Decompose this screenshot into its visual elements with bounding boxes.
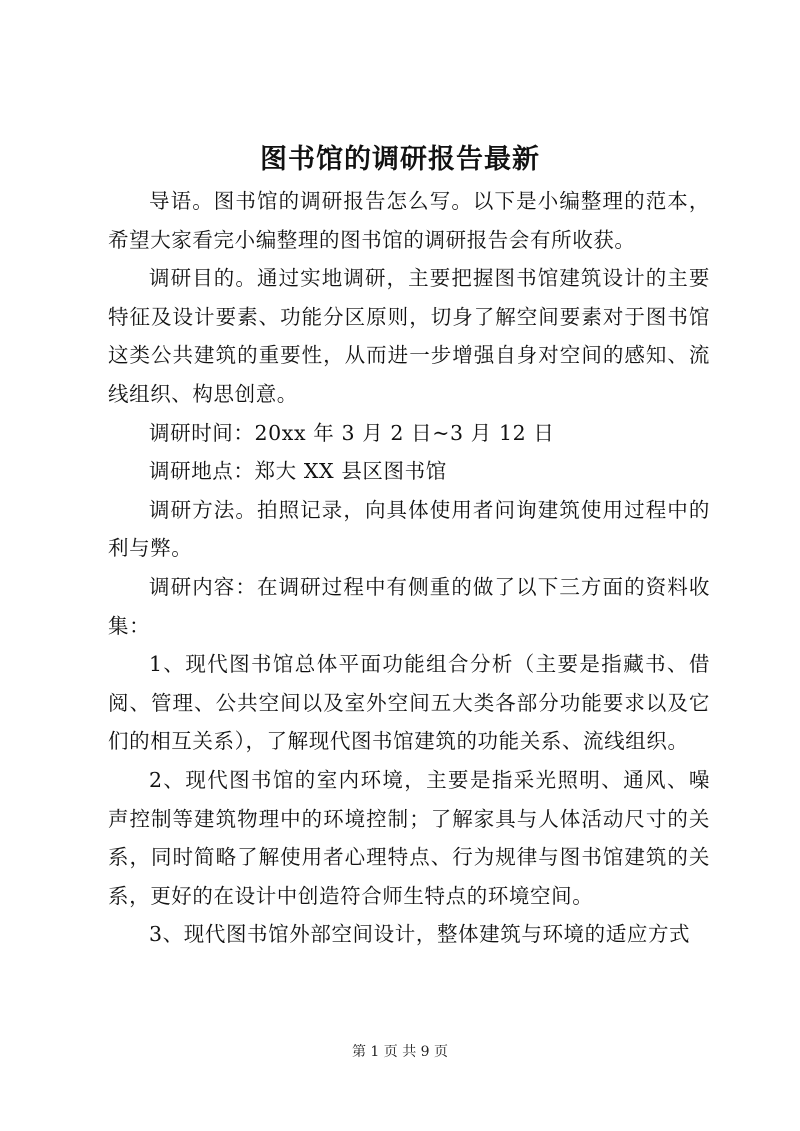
paragraph-item-1: 1、现代图书馆总体平面功能组合分析（主要是指藏书、借阅、管理、公共空间以及室外空间五大类各部分功能要求以及它们的相互关系），了解现代图书馆建筑的功能关系、流线组织。 [108,652,710,754]
document-body [108,182,710,954]
paragraph-item-2: 2、现代图书馆的室内环境，主要是指采光照明、通风、噪声控制等建筑物理中的环境控制；了解家具与人体活动尺寸的关系，同时简略了解使用者心理特点、行为规律与图书馆建筑的关系，更好的在设计中创造符合师生特点的环境空间。 [108,767,710,908]
paragraph-method: 调研方法。拍照记录，向具体使用者问询建筑使用过程中的利与弊。 [108,497,710,561]
document-title: 图书馆的调研报告最新 [260,144,540,175]
paragraph-intro: 导语。图书馆的调研报告怎么写。以下是小编整理的范本，希望大家看完小编整理的图书馆的调研报告会有所收获。 [108,189,710,252]
paragraph-purpose: 调研目的。通过实地调研，主要把握图书馆建筑设计的主要特征及设计要素、功能分区原则，切身了解空间要素对于图书馆这类公共建筑的重要性，从而进一步增强自身对空间的感知、流线组织、构思创意。 [108,266,710,406]
paragraph-time: 调研时间：20xx 年 3 月 2 日~3 月 12 日 [149,420,555,445]
paragraph-content: 调研内容：在调研过程中有侧重的做了以下三方面的资料收集： [108,574,710,638]
paragraph-location: 调研地点：郑大 XX 县区图书馆 [149,459,447,484]
paragraph-item-3: 3、现代图书馆外部空间设计，整体建筑与环境的适应方式 [149,922,691,947]
page-footer: 第 1 页 共 9 页 [351,1044,449,1060]
